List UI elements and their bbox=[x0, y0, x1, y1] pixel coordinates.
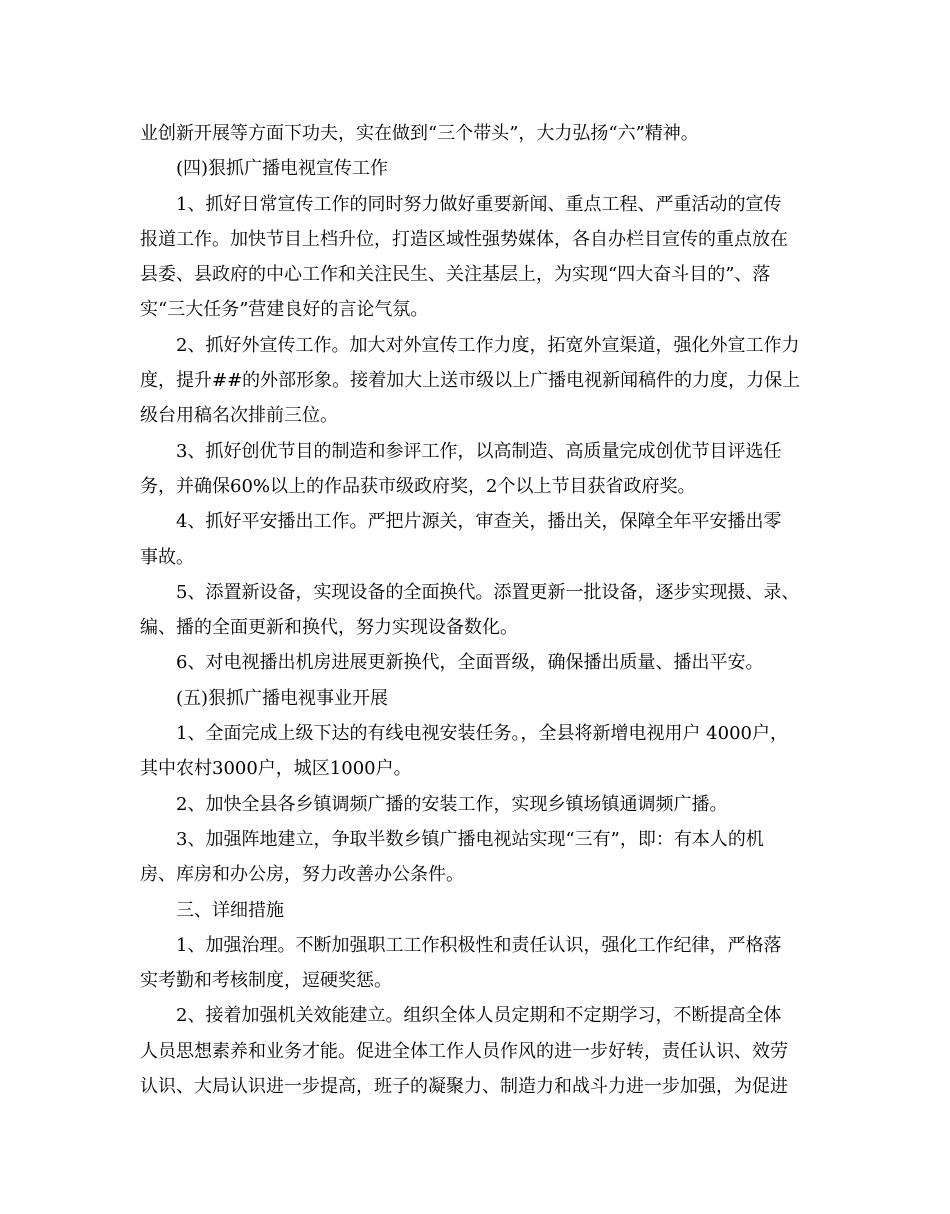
document-body bbox=[140, 116, 820, 1104]
text-line: 1、抓好日常宣传工作的同时努力做好重要新闻、重点工程、严重活动的宣传 bbox=[176, 193, 782, 215]
text-line: 业创新开展等方面下功夫，实在做到“三个带头”，大力弘扬“六”精神。 bbox=[140, 123, 699, 144]
text-line: 2、接着加强机关效能建立。组织全体人员定期和不定期学习，不断提高全体 bbox=[176, 1005, 782, 1027]
text-line: 5、添置新设备，实现设备的全面换代。添置更新一批设备，逐步实现摄、录、 bbox=[176, 581, 800, 603]
text-line: 2、抓好外宣传工作。加大对外宣传工作力度，拓宽外宣渠道，强化外宣工作力 bbox=[176, 334, 800, 356]
text-line: 级台用稿名次排前三位。 bbox=[140, 405, 338, 427]
text-line: 事故。 bbox=[140, 546, 194, 568]
section-heading: 三、详细措施 bbox=[176, 899, 284, 921]
text-line: 人员思想素养和业务才能。促进全体工作人员作风的进一步好转，责任认识、效劳 bbox=[140, 1040, 788, 1062]
text-line: 编、播的全面更新和换代，努力实现设备数化。 bbox=[140, 617, 518, 639]
text-line: 县委、县政府的中心工作和关注民生、关注基层上，为实现“四大奋斗目的”、落 bbox=[140, 264, 771, 286]
text-line: 实“三大任务”营建良好的言论气氛。 bbox=[140, 299, 429, 321]
text-line: 1、加强治理。不断加强职工工作积极性和责任认识，强化工作纪律，严格落 bbox=[176, 934, 782, 956]
text-line: 3、抓好创优节目的制造和参评工作，以高制造、高质量完成创优节目评选任 bbox=[176, 440, 782, 462]
text-line: 1、全面完成上级下达的有线电视安装任务。，全县将新增电视用户 4000户， bbox=[176, 723, 788, 745]
text-line: 6、对电视播出机房进展更新换代，全面晋级，确保播出质量、播出平安。 bbox=[176, 652, 764, 674]
text-line: 报道工作。加快节目上档升位，打造区域性强势媒体，各自办栏目宣传的重点放在 bbox=[140, 228, 788, 250]
text-line: 实考勤和考核制度，逗硬奖惩。 bbox=[140, 970, 392, 992]
section-heading: (四)狠抓广播电视宣传工作 bbox=[176, 158, 389, 180]
section-heading: (五)狠抓广播电视事业开展 bbox=[176, 687, 389, 709]
text-line: 认识、大局认识进一步提高，班子的凝聚力、制造力和战斗力进一步加强，为促进 bbox=[140, 1076, 788, 1098]
text-line: 4、抓好平安播出工作。严把片源关，审查关，播出关，保障全年平安播出零 bbox=[176, 511, 782, 533]
text-line: 3、加强阵地建立，争取半数乡镇广播电视站实现“三有”，即：有本人的机 bbox=[176, 828, 764, 850]
text-line: 房、库房和办公房，努力改善办公条件。 bbox=[140, 864, 464, 886]
text-line: 务，并确保60%以上的作品获市级政府奖，2个以上节目获省政府奖。 bbox=[140, 475, 696, 497]
text-line: 度，提升##的外部形象。接着加大上送市级以上广播电视新闻稿件的力度，力保上 bbox=[140, 370, 801, 392]
text-line: 其中农村3000户，城区1000户。 bbox=[140, 758, 412, 780]
text-line: 2、加快全县各乡镇调频广播的安装工作，实现乡镇场镇通调频广播。 bbox=[176, 793, 728, 815]
